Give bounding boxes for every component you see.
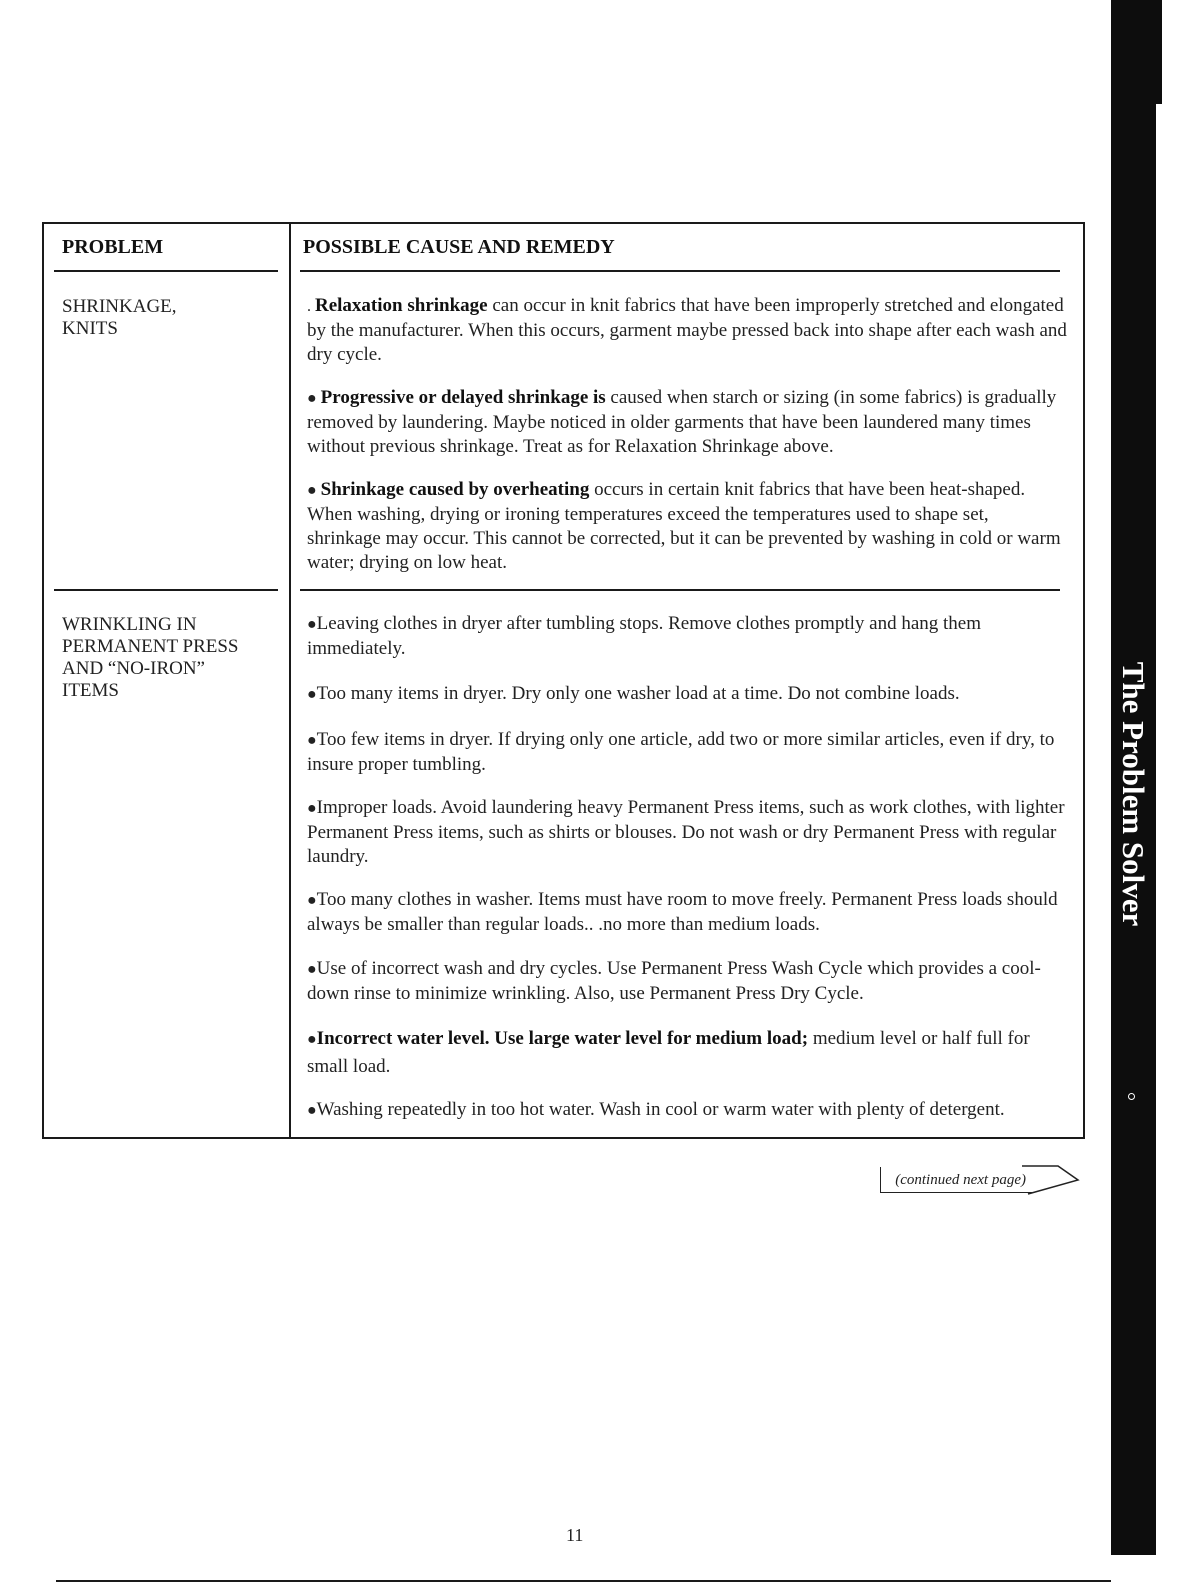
remedy-text: Too many clothes in washer. Items must have room to move freely. Permanent Press loads should always be smaller than regular loads.. .no more than medium loads. [307,889,1058,935]
problem-line: PERMANENT PRESS [62,636,239,657]
remedy-text: Washing repeatedly in too hot water. Wash in cool or warm water with plenty of detergent. [316,1099,1005,1120]
section-tab-label: The Problem Solver [1116,661,1151,927]
remedy-item [307,386,1067,459]
continued-next-page: (continued next page) [880,1167,1032,1193]
footer-rule [56,1580,1111,1582]
remedy-text: Improper loads. Avoid laundering heavy Permanent Press items, such as work clothes, with lighter Permanent Press items, such as shirts or blouses. Do not wash or dry Permanent Press with regular laundry. [307,797,1065,867]
column-divider [289,222,291,1139]
bullet-icon: ● [307,892,317,909]
bullet-icon: ● [307,390,321,407]
problem-wrinkling [62,614,287,702]
header-rule-right [300,270,1060,272]
problem-line: WRINKLING IN [62,614,197,635]
page-number: 11 [566,1525,584,1545]
header-rule-left [54,270,278,272]
problem-line: ITEMS [62,680,119,701]
bullet-icon: ● [307,616,317,633]
remedy-text: Leaving clothes in dryer after tumbling stops. Remove clothes promptly and hang them immediately. [307,613,981,659]
section-rule-left [54,589,278,591]
bullet-icon: . [307,298,315,315]
remedy-text: medium level or half full for small load. [307,1028,1030,1077]
remedy-bold: Progressive or delayed shrinkage is [320,387,606,408]
section-tab-dot [1128,1093,1135,1100]
remedy-item [307,957,1067,1006]
section-tab-notch [1154,0,1162,104]
remedy-text: Too few items in dryer. If drying only one article, add two or more similar articles, even if dry, to insure proper tumbling. [307,729,1055,775]
remedy-text: can occur in knit fabrics that have been improperly stretched and elongated by the manufacturer. When this occurs, garment maybe pressed back into shape after each wash and dry cycle. [307,295,1067,365]
remedy-bold: Shrinkage caused by overheating [320,479,590,500]
remedy-text: caused when starch or sizing (in some fabrics) is gradually removed by laundering. Maybe noticed in older garments that have been laundered many times without previous shrinkage. Treat as for Relaxation Shrinkage above. [307,387,1057,457]
header-cause-remedy: POSSIBLE CAUSE AND REMEDY [303,236,615,258]
problem-line: AND “NO-IRON” [62,658,205,679]
bullet-icon: ● [307,1102,317,1119]
remedy-item [307,796,1067,869]
header-problem: PROBLEM [62,236,164,258]
bullet-icon: ● [307,686,317,703]
remedy-item [307,682,1067,707]
bullet-icon: ● [307,800,317,817]
remedy-item [307,478,1067,575]
remedy-text: Too many items in dryer. Dry only one washer load at a time. Do not combine loads. [316,683,960,704]
remedy-bold: Incorrect water level. Use large water level for medium load; [316,1028,809,1049]
remedy-item [307,1025,1067,1080]
remedy-bold: Relaxation shrinkage [315,295,488,316]
remedy-text: Use of incorrect wash and dry cycles. Use Permanent Press Wash Cycle which provides a cool-down rinse to minimize wrinkling. Also, use Permanent Press Dry Cycle. [307,958,1041,1004]
bullet-icon: ● [307,732,317,749]
remedy-text: occurs in certain knit fabrics that have been heat-shaped. When washing, drying or ironing temperatures exceed the temperatures used to shape set, shrinkage may occur. This cannot be corrected, but it can be prevented by washing in cold or warm water; drying on low heat. [307,479,1061,573]
remedy-item [307,888,1067,937]
bullet-icon: ● [307,961,317,978]
arrow-right-icon [1020,1160,1080,1200]
bullet-icon: ● [307,482,321,499]
problem-shrinkage [62,296,287,340]
problem-line: SHRINKAGE, [62,296,177,317]
remedy-item [307,728,1067,777]
problem-line: KNITS [62,318,118,339]
section-rule-right [300,589,1060,591]
remedy-item [307,612,1067,661]
bullet-icon: ● [307,1031,317,1048]
remedy-item [307,294,1067,367]
remedy-item [307,1098,1067,1123]
